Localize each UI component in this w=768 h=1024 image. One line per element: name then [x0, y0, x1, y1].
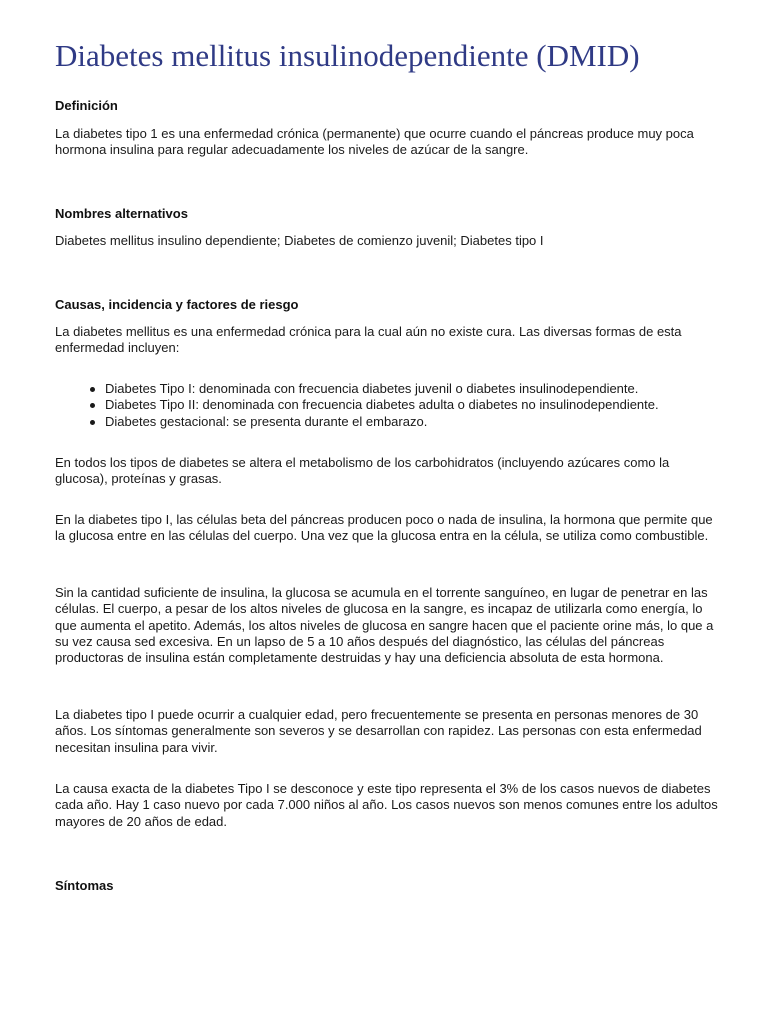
list-item-text: Diabetes gestacional: se presenta durante el embarazo.: [105, 413, 428, 429]
paragraph-celulas-beta: En la diabetes tipo I, las células beta del páncreas producen poco o nada de insulina, la hormona que permite que la glucosa entre en las células del cuerpo. Una vez que la glucosa entra en la célula, se utiliza como combustible.: [55, 512, 713, 544]
heading-causas: Causas, incidencia y factores de riesgo: [55, 297, 299, 312]
paragraph-causa-exacta: La causa exacta de la diabetes Tipo I se desconoce y este tipo representa el 3% de los casos nuevos de diabetes cada año. Hay 1 caso nuevo por cada 7.000 niños al año. Los casos nuevos son menos comunes entre los adultos mayores de 20 años de edad.: [55, 781, 718, 829]
bullet-dot: [90, 420, 95, 425]
list-item: [55, 381, 720, 397]
bullet-dot: [90, 387, 95, 392]
paragraph-metabolismo: En todos los tipos de diabetes se altera el metabolismo de los carbohidratos (incluyendo azúcares como la glucosa), proteínas y grasas.: [55, 455, 670, 487]
document-title: Diabetes mellitus insulinodependiente (DMID): [55, 38, 640, 73]
paragraph-nombres-alternativos: Diabetes mellitus insulino dependiente; Diabetes de comienzo juvenil; Diabetes tipo I: [55, 233, 544, 248]
paragraph-edad: La diabetes tipo I puede ocurrir a cualquier edad, pero frecuentemente se presenta en personas menores de 30 años. Los síntomas generalmente son severos y se desarrollan con rapidez. Las personas con esta enfermedad necesitan insulina para vivir.: [55, 707, 702, 755]
heading-sintomas: Síntomas: [55, 878, 114, 893]
bullet-dot: [90, 403, 95, 408]
heading-nombres-alternativos: Nombres alternativos: [55, 206, 188, 221]
diabetes-types-list: [55, 381, 720, 430]
paragraph-glucosa-acumula: Sin la cantidad suficiente de insulina, la glucosa se acumula en el torrente sanguíneo, en lugar de penetrar en las células. El cuerpo, a pesar de los altos niveles de glucosa en la sangre, es incapaz de utilizarla como energía, lo que aumenta el apetito. Además, los altos niveles de glucosa en sangre hacen que el paciente orine más, lo que a su vez causa sed excesiva. En un lapso de 5 a 10 años después del diagnóstico, las células del páncreas productoras de insulina están completamente destruidas y hay una deficiencia absoluta de esta hormona.: [55, 585, 714, 666]
list-item: [55, 414, 720, 430]
heading-definicion: Definición: [55, 98, 118, 113]
list-item-text: Diabetes Tipo I: denominada con frecuencia diabetes juvenil o diabetes insulinodependiente.: [105, 381, 639, 396]
paragraph-causas-intro: La diabetes mellitus es una enfermedad crónica para la cual aún no existe cura. Las diversas formas de esta enfermedad incluyen:: [55, 324, 682, 356]
paragraph-definicion: La diabetes tipo 1 es una enfermedad crónica (permanente) que ocurre cuando el páncreas produce muy poca hormona insulina para regular adecuadamente los niveles de azúcar de la sangre.: [55, 126, 694, 158]
list-item-text: Diabetes Tipo II: denominada con frecuencia diabetes adulta o diabetes no insulinodependiente.: [105, 397, 659, 413]
list-item: [55, 397, 720, 413]
